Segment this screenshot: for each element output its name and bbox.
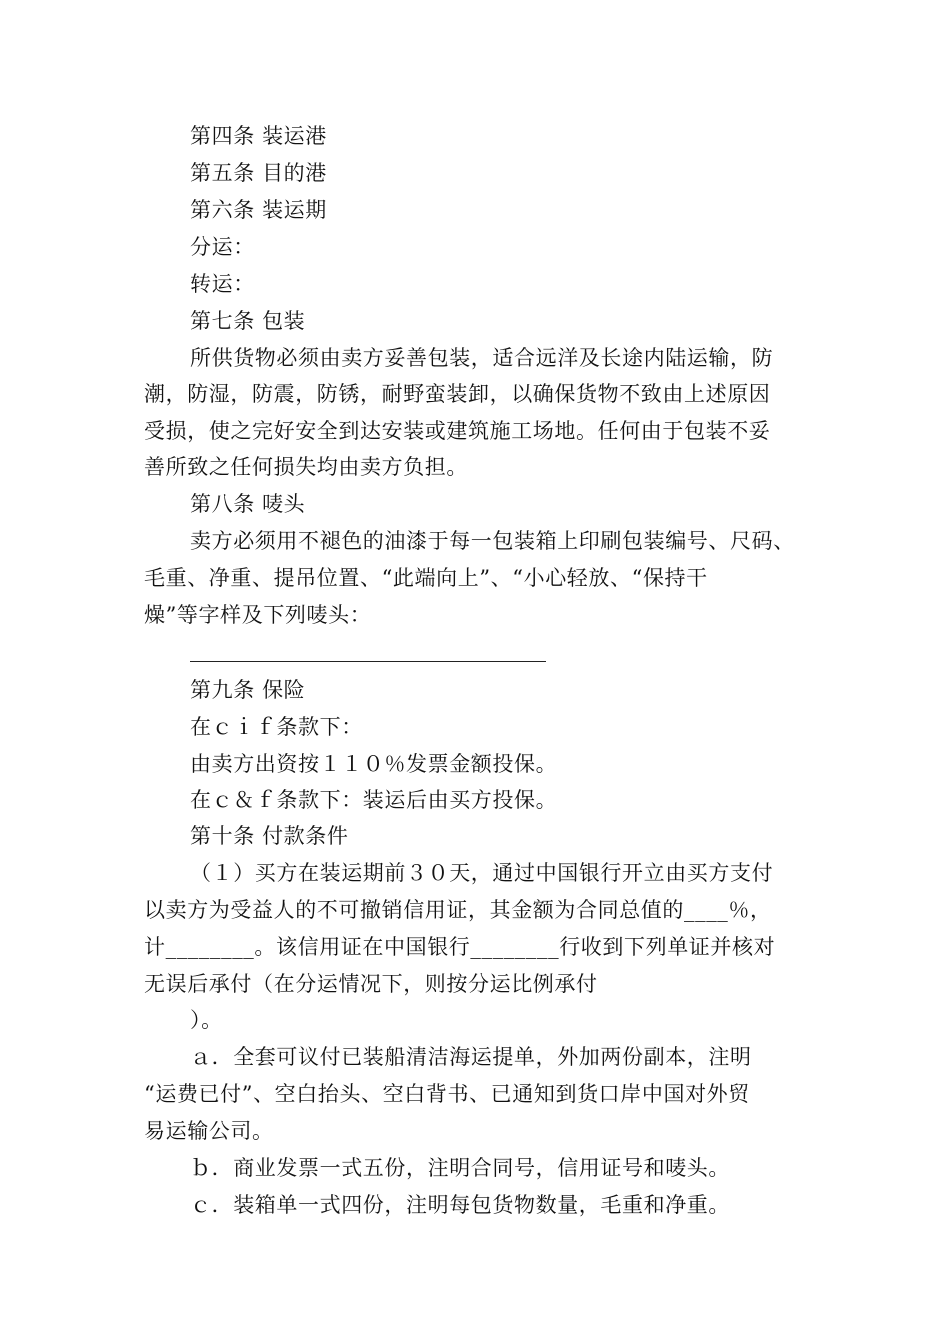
insurance-cif-label: 在ｃｉｆ条款下： (190, 715, 363, 739)
transshipment-label: 转运： (190, 272, 255, 296)
shipping-mark-blank-line (190, 661, 546, 662)
packing-paragraph-line: 善所致之任何损失均由卖方负担。 (144, 455, 468, 479)
clause-5-heading: 第五条 目的港 (190, 161, 327, 185)
document-item-a-line: 易运输公司。 (144, 1119, 274, 1143)
marks-paragraph-line: 卖方必须用不褪色的油漆于每一包装箱上印刷包装编号、尺码、 (190, 529, 795, 553)
document-item-a-line: “运费已付”、空白抬头、空白背书、已通知到货口岸中国对外贸 (144, 1082, 750, 1106)
marks-paragraph-line: 毛重、净重、提吊位置、“此端向上”、“小心轻放、“保持干 (144, 566, 708, 590)
insurance-cif-text: 由卖方出资按１１０％发票金额投保。 (190, 752, 558, 776)
document-item-a-line: ａ．全套可议付已装船清洁海运提单，外加两份副本，注明 (190, 1045, 752, 1069)
insurance-cf-text: 在ｃ＆ｆ条款下：装运后由买方投保。 (190, 788, 558, 812)
document-item-b: ｂ．商业发票一式五份，注明合同号，信用证号和唛头。 (190, 1156, 730, 1180)
packing-paragraph-line: 潮，防湿，防震，防锈，耐野蛮装卸，以确保货物不致由上述原因 (144, 382, 771, 406)
payment-paragraph-line: 以卖方为受益人的不可撤销信用证，其金额为合同总值的____％， (144, 898, 772, 922)
payment-paragraph-line: （１）买方在装运期前３０天，通过中国银行开立由买方支付 (190, 861, 774, 885)
clause-6-heading: 第六条 装运期 (190, 198, 327, 222)
partial-shipment-label: 分运： (190, 235, 255, 259)
clause-8-heading: 第八条 唛头 (190, 492, 306, 516)
payment-paragraph-line: 计________。该信用证在中国银行________行收到下列单证并核对 (144, 935, 776, 959)
document-item-c: ｃ．装箱单一式四份，注明每包货物数量，毛重和净重。 (190, 1193, 730, 1217)
payment-paragraph-line: 无误后承付（在分运情况下，则按分运比例承付 (144, 972, 598, 996)
packing-paragraph-line: 所供货物必须由卖方妥善包装，适合远洋及长途内陆运输，防 (190, 346, 774, 370)
clause-9-heading: 第九条 保险 (190, 678, 306, 702)
clause-10-heading: 第十条 付款条件 (190, 824, 349, 848)
payment-paragraph-line: ）。 (190, 1008, 223, 1032)
marks-paragraph-line: 燥”等字样及下列唛头： (144, 603, 372, 627)
packing-paragraph-line: 受损，使之完好安全到达安装或建筑施工场地。任何由于包装不妥 (144, 419, 771, 443)
clause-4-heading: 第四条 装运港 (190, 124, 327, 148)
clause-7-heading: 第七条 包装 (190, 309, 306, 333)
